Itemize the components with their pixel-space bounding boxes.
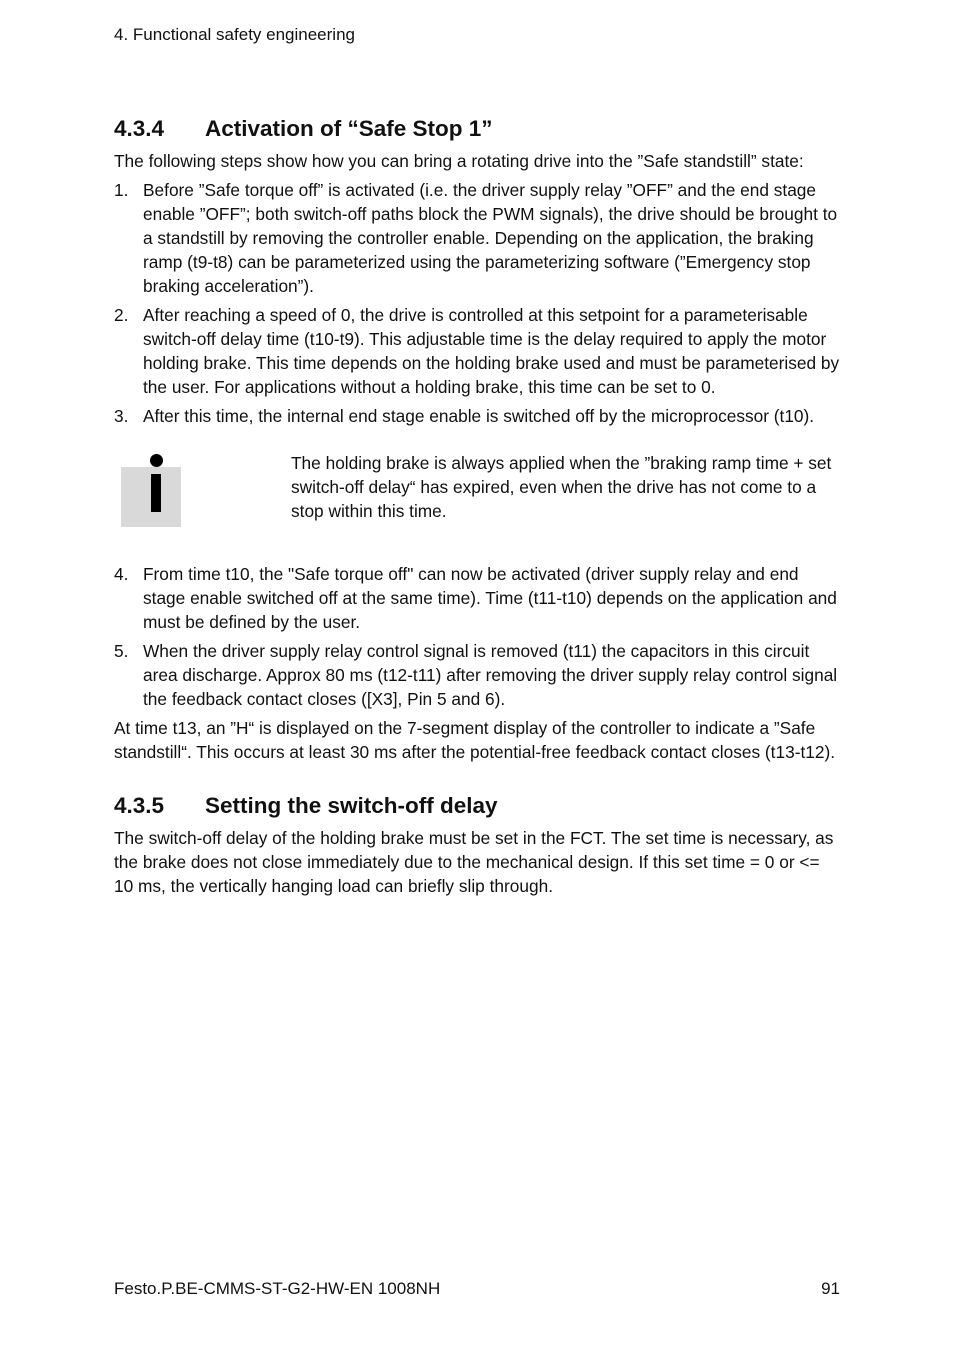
- main-content: [114, 114, 842, 898]
- list-marker: 1.: [114, 180, 129, 200]
- body-paragraph: The switch-off delay of the holding brake must be set in the FCT. The set time is necessary, as the brake does not close immediately due to the mechanical design. If this set time = 0 or <= 10 ms, the vertically hanging load can briefly slip through.: [114, 828, 834, 896]
- list-marker: 5.: [114, 641, 129, 661]
- info-i-icon: [121, 454, 181, 526]
- list-item-text: After reaching a speed of 0, the drive is controlled at this setpoint for a parameterisable switch-off delay time (t10-t9). This adjustable time is the delay required to apply the motor holding brake. This time depends on the holding brake used and must be parameterised by the user. For applications without a holding brake, this time can be set to 0.: [143, 305, 840, 397]
- list-item: [114, 404, 842, 428]
- steps-list-2: [114, 562, 842, 711]
- running-header: 4. Functional safety engineering: [114, 25, 355, 44]
- info-note-text: The holding brake is always applied when the ”braking ramp time + set switch-off delay“ has expired, even when the drive has not come to a stop within this time.: [291, 453, 832, 521]
- closing-paragraph: At time t13, an ”H“ is displayed on the 7-segment display of the controller to indicate a ”Safe standstill“. This occurs at least 30 ms after the potential-free feedback contact closes (t13-t12).: [114, 718, 836, 762]
- list-item-text: When the driver supply relay control signal is removed (t11) the capacitors in this circuit area discharge. Approx 80 ms (t12-t11) after removing the driver supply relay control signal the feedback contact closes ([X3], Pin 5 and 6).: [143, 641, 838, 709]
- intro-paragraph: The following steps show how you can bring a rotating drive into the ”Safe standstill” state:: [114, 151, 804, 171]
- list-item: [114, 303, 842, 399]
- list-item: [114, 639, 842, 711]
- section-title: Setting the switch-off delay: [205, 793, 498, 818]
- footer-doc-id: Festo.P.BE-CMMS-ST-G2-HW-EN 1008NH: [114, 1279, 441, 1298]
- info-note: [114, 440, 842, 562]
- section-title: Activation of “Safe Stop 1”: [205, 116, 493, 141]
- list-marker: 3.: [114, 406, 129, 426]
- steps-list-1: [114, 178, 842, 428]
- list-marker: 4.: [114, 564, 129, 584]
- list-item-text: After this time, the internal end stage enable is switched off by the microprocessor (t10).: [143, 406, 815, 426]
- section-number: 4.3.5: [114, 793, 165, 818]
- section-heading-434: [114, 114, 842, 144]
- list-item-text: Before ”Safe torque off” is activated (i.e. the driver supply relay ”OFF” and the end stage enable ”OFF”; both switch-off paths block the PWM signals), the drive should be brought to a standstill by removing the controller enable. Depending on the application, the braking ramp (t9-t8) can be parameterized using the parameterizing software (”Emergency stop braking acceleration”).: [143, 180, 838, 296]
- page-number: 91: [821, 1279, 840, 1298]
- list-item: [114, 178, 842, 298]
- section-number: 4.3.4: [114, 116, 165, 141]
- list-item-text: From time t10, the "Safe torque off" can now be activated (driver supply relay and end stage enable switched off at the same time). Time (t11-t10) depends on the application and must be defined by the user.: [143, 564, 837, 632]
- list-marker: 2.: [114, 305, 129, 325]
- section-heading-435: [114, 791, 842, 821]
- list-item: [114, 562, 842, 634]
